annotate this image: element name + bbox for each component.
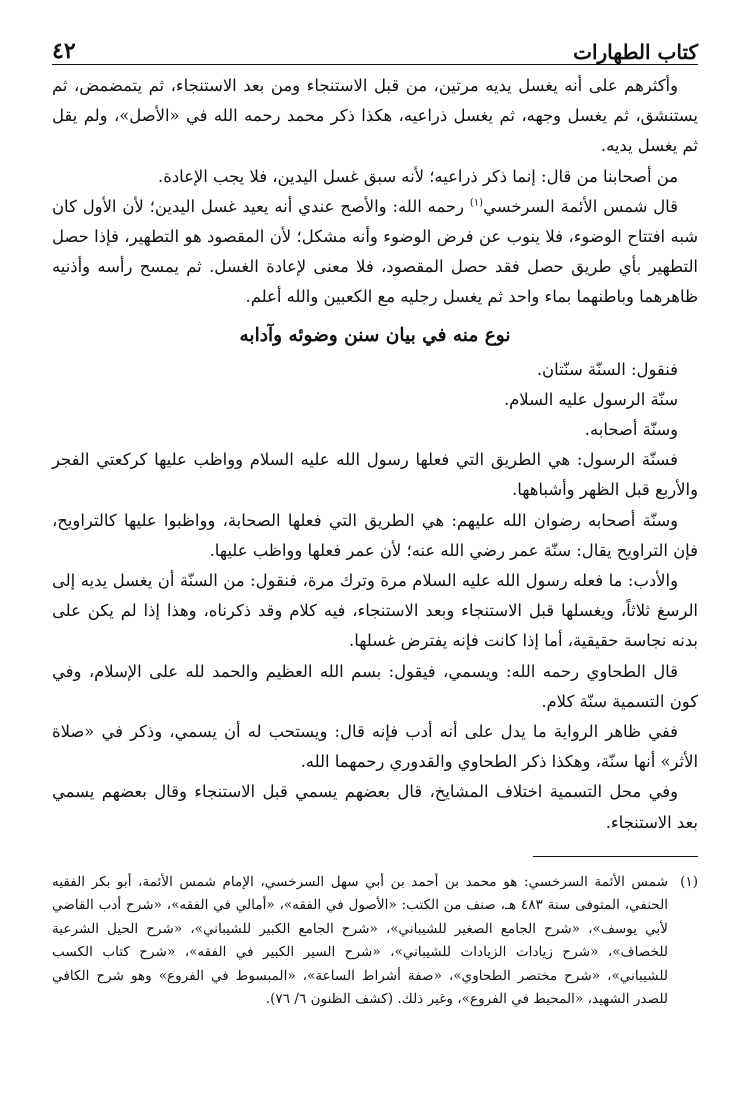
footnote-divider bbox=[533, 856, 698, 857]
paragraph: وأكثرهم على أنه يغسل يديه مرتين، من قبل الاستنجاء ومن بعد الاستنجاء، ثم يتمضمض، ثم يستنشق، ثم يغسل وجهه، ثم يغسل ذراعيه، هكذا ذكر محمد رحمه الله في «الأصل»، ولم يقل ثم يغسل يديه. bbox=[52, 76, 698, 156]
paragraph-text: قال شمس الأئمة السرخسي bbox=[483, 196, 678, 216]
paragraph-sarakhsi bbox=[52, 192, 698, 313]
paragraph-text: رحمه الله: والأصح عندي أنه يعيد غسل اليدين؛ لأن الأول كان شبه افتتاح الوضوء، فلا ينوب عن فرض الوضوء وأنه مشكل؛ لأن المقصود هو التطهير، فإذا حصل التطهير بأي طريق حصل فقد حصل المقصود، فلا معنى لإعادة الغسل. ثم يمسح رأسه وأذنيه ظاهرهما وباطنهما بماء واحد ثم يغسل رجليه مع الكعبين والله أعلم. bbox=[52, 196, 698, 307]
paragraph: من أصحابنا من قال: إنما ذكر ذراعيه؛ لأنه سبق غسل اليدين، فلا يجب الإعادة. bbox=[158, 166, 678, 186]
paragraph: وسنّة أصحابه. bbox=[584, 420, 678, 440]
paragraph: والأدب: ما فعله رسول الله عليه السلام مرة وترك مرة، فنقول: من السنّة أن يغسل يديه إلى الرسغ ثلاثاً، ويغسلها قبل الاستنجاء وبعد الاستنجاء، فيه كلام وقد ذكرناه، وهذا إذا لم يكن على بدنه نجاسة حقيقية، أما إذا كانت فإنه يفترض غسلها. bbox=[52, 571, 698, 651]
paragraph: وفي محل التسمية اختلاف المشايخ، قال بعضهم يسمي قبل الاستنجاء وقال بعضهم يسمي بعد الاستنجاء. bbox=[52, 782, 698, 832]
paragraph: سنّة الرسول عليه السلام. bbox=[503, 389, 678, 409]
book-page bbox=[52, 30, 698, 1070]
paragraph: قال الطحاوي رحمه الله: ويسمي، فيقول: بسم الله العظيم والحمد لله على الإسلام، وفي كون التسمية سنّة كلام. bbox=[52, 661, 698, 711]
running-header bbox=[52, 30, 698, 65]
footnote bbox=[52, 871, 698, 1012]
paragraph: وسنّة أصحابه رضوان الله عليهم: هي الطريق التي فعلها الصحابة، وواظبوا عليها كالتراويح، فإن التراويح يقال: سنّة عمر رضي الله عنه؛ لأن عمر فعلها وواظب عليها. bbox=[52, 510, 698, 560]
page-number: ٤٢ bbox=[52, 38, 76, 64]
paragraph: فسنّة الرسول: هي الطريق التي فعلها رسول الله عليه السلام وواظب عليها كركعتي الفجر والأربع قبل الظهر وأشباهها. bbox=[52, 450, 698, 500]
footnote-reference[interactable]: (١) bbox=[469, 197, 484, 209]
footnote-text: شمس الأئمة السرخسي: هو محمد بن أحمد بن أبي سهل السرخسي، الإمام شمس الأئمة، أبو بكر الفقيه الحنفي، المتوفى سنة ٤٨٣ هـ، صنف من الكتب: «الأصول في الفقه»، «أمالي في الفقه»، «شرح أدب القاضي لأبي يوسف»، «شرح الجامع الصغير للشيباني»، «شرح الجامع الكبير للشيباني»، «شرح الحيل الشرعية للخصاف»، «شرح زيادات الزيادات للشيباني»، «شرح السير الكبير في الفقه»، «شرح كتاب الكسب للشيباني»، «شرح مختصر الطحاوي»، «صفة أشراط الساعة»، «المبسوط في الفروع» وهو شرح الكافي للصدر الشهيد، «المحيط في الفروع»، وغير ذلك. (كشف الظنون ٦/ ٧٦). bbox=[52, 873, 668, 1008]
chapter-title: كتاب الطهارات bbox=[573, 40, 698, 64]
section-heading: نوع منه في بيان سنن وضوئه وآدابه bbox=[239, 324, 511, 346]
main-text bbox=[52, 71, 698, 838]
paragraph: ففي ظاهر الرواية ما يدل على أنه أدب فإنه قال: ويستحب له أن يسمي، وذكر في «صلاة الأثر» أنها سنّة، وهكذا ذكر الطحاوي والقدوري رحمهما الله. bbox=[52, 722, 698, 772]
footnote-number: (١) bbox=[680, 873, 698, 890]
paragraph: فنقول: السنّة سنّتان. bbox=[536, 359, 678, 379]
